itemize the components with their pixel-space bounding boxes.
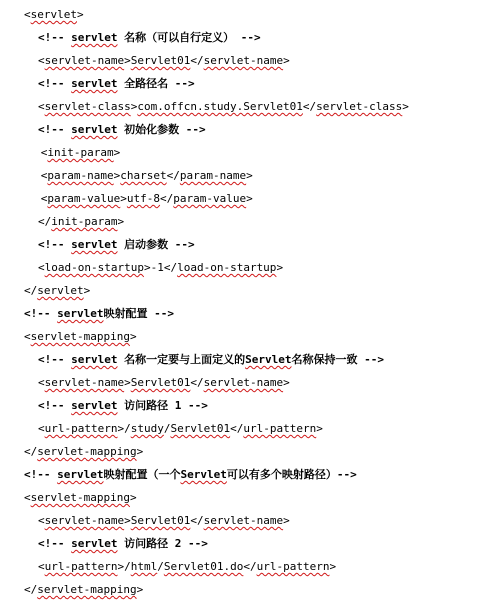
xml-code-line: <param-name>charset</param-name> <box>40 169 253 182</box>
xml-code-line: <param-value>utf-8</param-value> <box>40 192 253 205</box>
xml-comment-line: <!-- servlet 名称（可以自行定义） --> <box>38 31 261 44</box>
xml-code-line: <servlet-name>Servlet01</servlet-name> <box>38 514 290 527</box>
xml-code-line: <url-pattern>/study/Servlet01</url-pattern> <box>38 422 323 435</box>
xml-code-line: <load-on-startup>-1</load-on-startup> <box>38 261 284 274</box>
xml-code-line: <servlet-class>com.offcn.study.Servlet01</servlet-class> <box>38 100 409 113</box>
xml-code-line: <servlet-name>Servlet01</servlet-name> <box>38 376 290 389</box>
xml-code-line: </servlet-mapping> <box>24 583 144 596</box>
xml-code-line: <servlet> <box>24 8 84 21</box>
xml-comment-line: <!-- servlet 访问路径 1 --> <box>38 399 208 412</box>
xml-code-line: <init-param> <box>40 146 121 159</box>
xml-comment-line: <!-- servlet 启动参数 --> <box>38 238 195 251</box>
xml-comment-line: <!-- servlet 初始化参数 --> <box>38 123 206 136</box>
xml-code-line: </init-param> <box>38 215 125 228</box>
xml-code-line: </servlet> <box>24 284 91 297</box>
xml-comment-line: <!-- servlet映射配置（一个Servlet可以有多个映射路径）--> <box>24 468 357 481</box>
xml-code-line: </servlet-mapping> <box>24 445 144 458</box>
xml-comment-line: <!-- servlet 名称一定要与上面定义的Servlet名称保持一致 --> <box>38 353 384 366</box>
xml-code-line: <servlet-mapping> <box>24 330 137 343</box>
xml-code-line: <servlet-mapping> <box>24 491 137 504</box>
xml-code-line: <servlet-name>Servlet01</servlet-name> <box>38 54 290 67</box>
xml-comment-line: <!-- servlet 访问路径 2 --> <box>38 537 208 550</box>
xml-comment-line: <!-- servlet 全路径名 --> <box>38 77 195 90</box>
xml-code-line: <url-pattern>/html/Servlet01.do</url-pattern> <box>38 560 337 573</box>
xml-comment-line: <!-- servlet映射配置 --> <box>24 307 174 320</box>
